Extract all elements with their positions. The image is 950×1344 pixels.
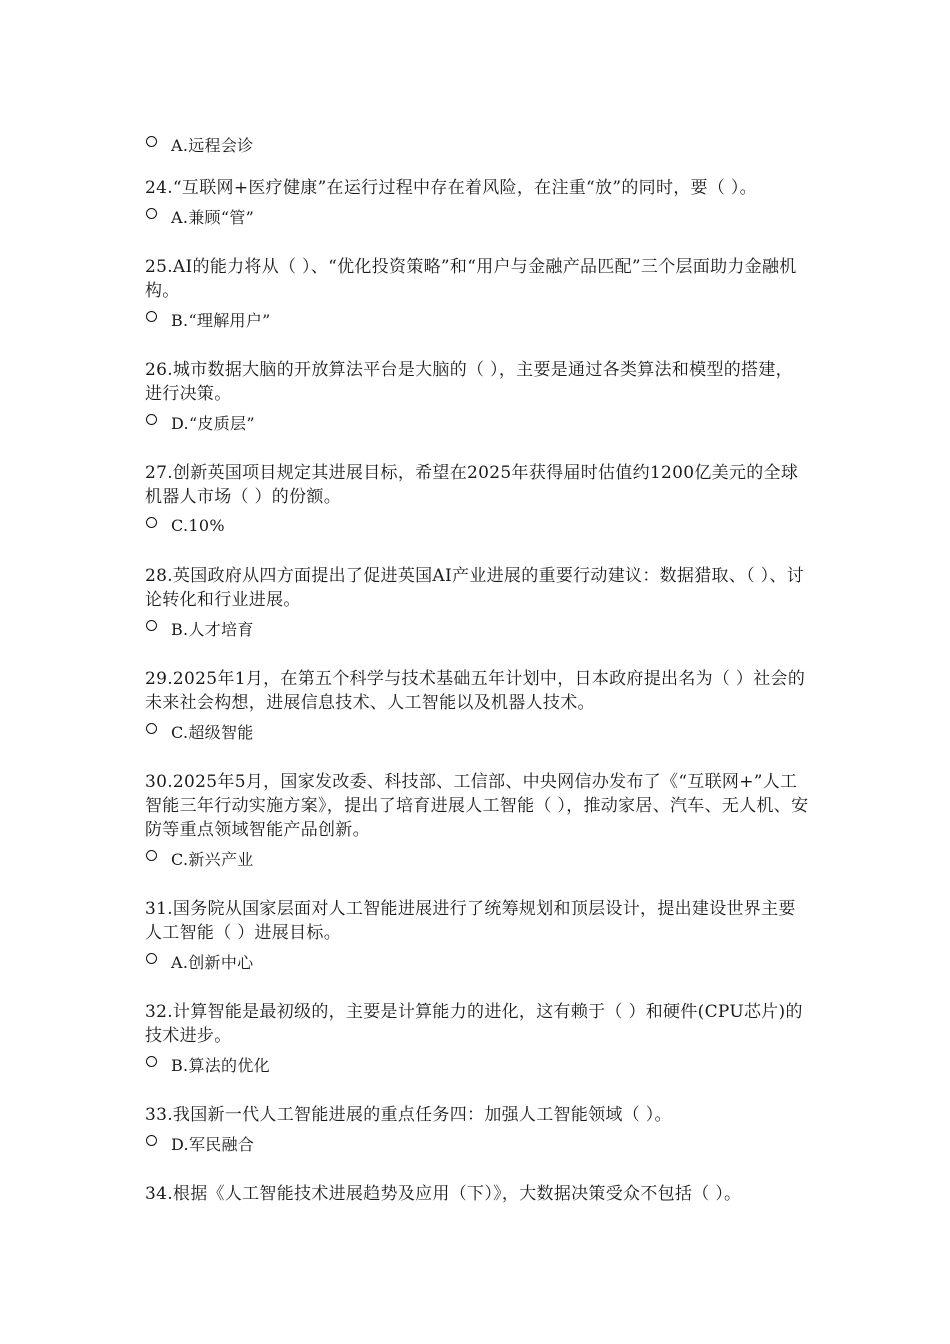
question-item <box>145 770 810 871</box>
radio-icon[interactable] <box>146 136 157 147</box>
answer-text: A.兼顾“管” <box>171 207 255 227</box>
answer-text: A.远程会诊 <box>171 135 254 155</box>
radio-icon[interactable] <box>146 723 157 734</box>
answer-text: B.算法的优化 <box>171 1055 270 1075</box>
radio-icon[interactable] <box>146 953 157 964</box>
answer-option[interactable] <box>145 1051 810 1077</box>
question-item <box>145 1000 810 1077</box>
question-item <box>145 1182 810 1206</box>
question-item <box>145 358 810 435</box>
radio-icon[interactable] <box>146 517 157 528</box>
answer-option[interactable] <box>145 512 810 538</box>
question-text: 26.城市数据大脑的开放算法平台是大脑的（ ），主要是通过各类算法和模型的搭建，进行决策。 <box>145 360 793 404</box>
question-text: 25.AI的能力将从（ ）、“优化投资策略”和“用户与金融产品匹配”三个层面助力金融机构。 <box>145 257 797 301</box>
question-text: 31.国务院从国家层面对人工智能进展进行了统筹规划和顶层设计，提出建设世界主要人工智能（ ）进展目标。 <box>145 899 796 943</box>
answer-option[interactable] <box>145 845 810 871</box>
answer-option[interactable] <box>145 718 810 744</box>
question-list <box>145 176 810 1232</box>
answer-text: C.10% <box>171 515 225 535</box>
answer-option[interactable] <box>145 306 810 332</box>
answer-text: D.“皮质层” <box>171 413 255 433</box>
radio-icon[interactable] <box>146 1135 157 1146</box>
question-text: 24.“互联网+医疗健康”在运行过程中存在着风险，在注重“放”的同时，要（ ）。 <box>145 178 757 198</box>
answer-option[interactable] <box>145 1130 810 1156</box>
radio-icon[interactable] <box>146 311 157 322</box>
question-item <box>145 461 810 538</box>
answer-option[interactable] <box>145 131 253 157</box>
question-text: 30.2025年5月，国家发改委、科技部、工信部、中央网信办发布了《“互联网+”人工智能三年行动实施方案》，提出了培育进展人工智能（ ），推动家居、汽车、无人机、安防等重点领域智能产品创新。 <box>145 772 809 840</box>
answer-text: C.新兴产业 <box>171 849 254 869</box>
question-item <box>145 1103 810 1156</box>
question-item <box>145 255 810 332</box>
answer-option[interactable] <box>145 615 810 641</box>
radio-icon[interactable] <box>146 620 157 631</box>
question-item <box>145 897 810 974</box>
question-item <box>145 176 810 229</box>
question-text: 28.英国政府从四方面提出了促进英国AI产业进展的重要行动建议：数据猎取、（ ）、讨论转化和行业进展。 <box>145 566 805 610</box>
answer-option[interactable] <box>145 203 810 229</box>
answer-option[interactable] <box>145 409 810 435</box>
radio-icon[interactable] <box>146 1056 157 1067</box>
question-item <box>145 564 810 641</box>
question-text: 27.创新英国项目规定其进展目标，希望在2025年获得届时估值约1200亿美元的全球机器人市场（ ）的份额。 <box>145 463 799 507</box>
question-text: 34.根据《人工智能技术进展趋势及应用（下）》，大数据决策受众不包括（ ）。 <box>145 1184 742 1204</box>
question-text: 32.计算智能是最初级的，主要是计算能力的进化，这有赖于（ ）和硬件(CPU芯片)的技术进步。 <box>145 1002 803 1046</box>
answer-option[interactable] <box>145 948 810 974</box>
answer-text: B.人才培育 <box>171 619 254 639</box>
answer-text: C.超级智能 <box>171 722 254 742</box>
radio-icon[interactable] <box>146 850 157 861</box>
question-item <box>145 667 810 744</box>
answer-text: D.军民融合 <box>171 1134 255 1154</box>
radio-icon[interactable] <box>146 414 157 425</box>
answer-text: B.“理解用户” <box>171 310 271 330</box>
answer-text: A.创新中心 <box>171 952 254 972</box>
question-text: 33.我国新一代人工智能进展的重点任务四：加强人工智能领域（ ）。 <box>145 1105 672 1125</box>
radio-icon[interactable] <box>146 208 157 219</box>
question-text: 29.2025年1月，在第五个科学与技术基础五年计划中，日本政府提出名为（ ）社会的未来社会构想，进展信息技术、人工智能以及机器人技术。 <box>145 669 806 713</box>
